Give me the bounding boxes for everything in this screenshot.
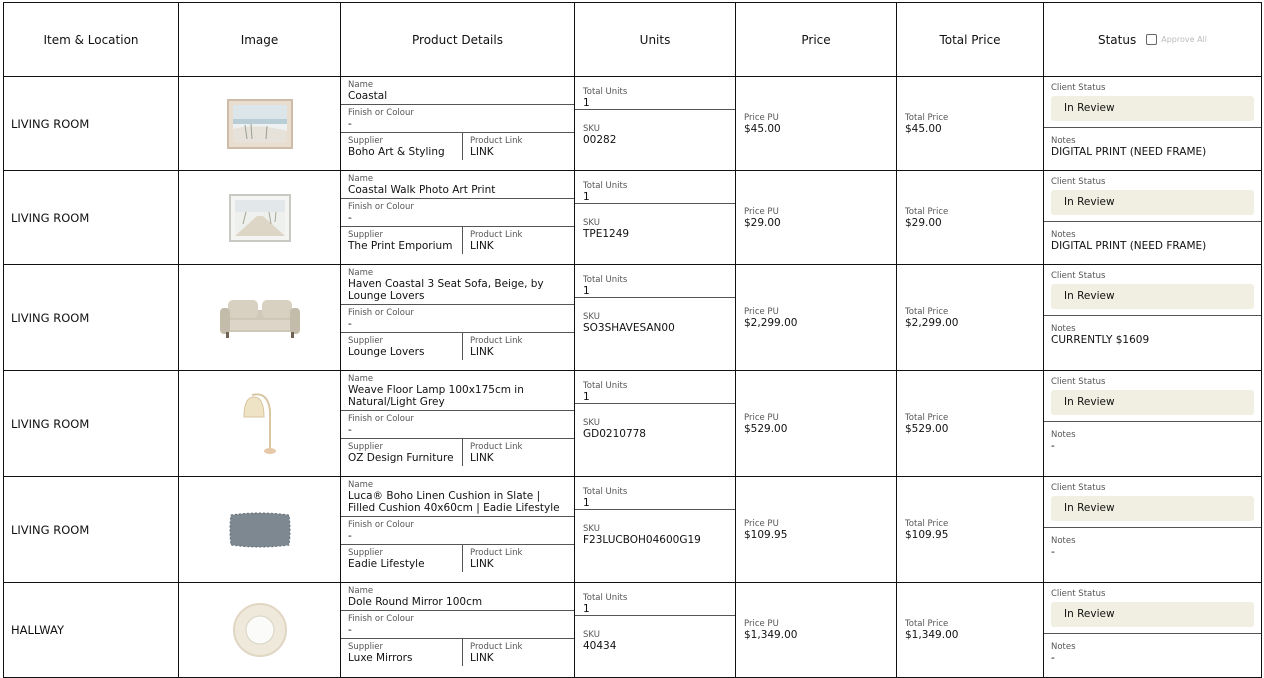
header-price: Price: [736, 3, 897, 77]
client-status-label: Client Status: [1051, 177, 1106, 187]
total-price-value: $529.00: [905, 422, 949, 435]
client-status-label: Client Status: [1051, 83, 1106, 93]
finish-value: -: [348, 424, 352, 436]
total-price-label: Total Price: [905, 306, 949, 317]
header-units: Units: [575, 3, 736, 77]
client-status-dropdown[interactable]: In Review: [1051, 284, 1254, 309]
client-status-label: Client Status: [1051, 483, 1106, 493]
header-total-price: Total Price: [897, 3, 1044, 77]
item-location: HALLWAY: [4, 583, 179, 678]
finish-value: -: [348, 624, 352, 636]
price-pu-label: Price PU: [744, 518, 779, 529]
finish-label: Finish or Colour: [348, 108, 414, 118]
header-row: [4, 3, 1262, 77]
supplier-label: Supplier: [348, 442, 384, 452]
sku-label: SKU: [583, 630, 600, 640]
sku-label: SKU: [583, 218, 600, 228]
table-row: [4, 77, 1262, 171]
finish-label: Finish or Colour: [348, 308, 414, 318]
header-status: [1044, 3, 1262, 77]
price-pu-value: $29.00: [744, 216, 781, 229]
sofa-image[interactable]: [210, 283, 310, 353]
product-link-label: Product Link: [470, 548, 523, 558]
coastal-walk-print-image[interactable]: [210, 183, 310, 253]
product-link[interactable]: LINK: [470, 146, 494, 158]
client-status-dropdown[interactable]: In Review: [1051, 96, 1254, 121]
supplier-label: Supplier: [348, 642, 384, 652]
price-pu-label: Price PU: [744, 619, 779, 629]
notes-value: -: [1051, 546, 1055, 558]
item-location: LIVING ROOM: [4, 371, 179, 477]
product-link[interactable]: LINK: [470, 558, 494, 570]
price-pu-value: $109.95: [744, 528, 788, 541]
header-image: Image: [179, 3, 341, 77]
notes-value: CURRENTLY $1609: [1051, 334, 1150, 346]
price-pu-value: $529.00: [744, 422, 788, 435]
total-price-value: $1,349.00: [905, 629, 959, 641]
product-link[interactable]: LINK: [470, 346, 494, 358]
sku-label: SKU: [583, 524, 600, 534]
total-units-value: 1: [583, 191, 590, 203]
total-units-value: 1: [583, 285, 590, 297]
product-name: Coastal Walk Photo Art Print: [348, 184, 496, 196]
total-units-label: Total Units: [583, 275, 628, 285]
product-name: Haven Coastal 3 Seat Sofa, Beige, by Lounge Lovers: [348, 278, 544, 302]
total-units-label: Total Units: [583, 593, 628, 603]
finish-value: -: [348, 530, 352, 542]
table-row: [4, 265, 1262, 371]
header-product-details: Product Details: [341, 3, 575, 77]
product-link[interactable]: LINK: [470, 652, 494, 664]
sku-value: SO3SHAVESAN00: [583, 322, 675, 334]
price-pu-label: Price PU: [744, 412, 779, 423]
table-row: [4, 171, 1262, 265]
sku-value: GD0210778: [583, 428, 646, 440]
notes-label: Notes: [1051, 642, 1076, 652]
price-pu-label: Price PU: [744, 112, 779, 123]
price-pu-label: Price PU: [744, 306, 779, 317]
notes-label: Notes: [1051, 324, 1076, 334]
sku-value: 40434: [583, 640, 617, 652]
total-price-label: Total Price: [905, 206, 949, 217]
price-pu-value: $45.00: [744, 122, 781, 135]
sku-value: TPE1249: [583, 228, 630, 240]
table-row: [4, 371, 1262, 477]
total-price-value: $45.00: [905, 122, 942, 135]
product-link[interactable]: LINK: [470, 452, 494, 464]
supplier-label: Supplier: [348, 136, 384, 146]
sku-label: SKU: [583, 124, 600, 134]
client-status-label: Client Status: [1051, 271, 1106, 281]
total-price-label: Total Price: [905, 112, 949, 123]
notes-value: DIGITAL PRINT (NEED FRAME): [1051, 146, 1207, 158]
sku-value: 00282: [583, 134, 617, 146]
total-units-value: 1: [583, 603, 590, 615]
name-label: Name: [348, 80, 374, 90]
supplier-value: Boho Art & Styling: [348, 146, 445, 158]
total-price-label: Total Price: [905, 619, 949, 629]
item-location: LIVING ROOM: [4, 171, 179, 265]
product-schedule-table: [3, 2, 1262, 678]
price-pu-value: $1,349.00: [744, 629, 798, 641]
finish-value: -: [348, 318, 352, 330]
notes-value: DIGITAL PRINT (NEED FRAME): [1051, 240, 1207, 252]
header-status-label: Status: [1097, 32, 1137, 47]
sku-value: F23LUCBOH04600G19: [583, 534, 701, 546]
total-price-value: $2,299.00: [905, 316, 959, 329]
total-units-label: Total Units: [583, 381, 628, 391]
client-status-label: Client Status: [1051, 377, 1106, 387]
client-status-dropdown[interactable]: In Review: [1051, 602, 1254, 627]
total-units-label: Total Units: [583, 487, 628, 497]
header-item-location: Item & Location: [4, 3, 179, 77]
product-link[interactable]: LINK: [470, 240, 494, 252]
notes-label: Notes: [1051, 536, 1076, 546]
total-price-value: $29.00: [905, 216, 942, 229]
table-row: [4, 583, 1262, 678]
product-link-label: Product Link: [470, 442, 523, 452]
round-mirror-image[interactable]: [210, 595, 310, 665]
supplier-label: Supplier: [348, 336, 384, 346]
client-status-dropdown[interactable]: In Review: [1051, 496, 1254, 521]
client-status-dropdown[interactable]: In Review: [1051, 190, 1254, 215]
coastal-print-image[interactable]: [210, 89, 310, 159]
name-label: Name: [348, 268, 374, 278]
item-location: LIVING ROOM: [4, 265, 179, 371]
floor-lamp-image[interactable]: [210, 389, 310, 459]
sku-label: SKU: [583, 312, 600, 322]
total-price-label: Total Price: [905, 412, 949, 423]
item-location: LIVING ROOM: [4, 477, 179, 583]
finish-value: -: [348, 118, 352, 130]
supplier-label: Supplier: [348, 548, 384, 558]
client-status-dropdown[interactable]: In Review: [1051, 390, 1254, 415]
supplier-value: Luxe Mirrors: [348, 652, 413, 664]
product-link-label: Product Link: [470, 230, 523, 240]
supplier-value: OZ Design Furniture: [348, 452, 454, 464]
total-units-value: 1: [583, 97, 590, 109]
supplier-value: Eadie Lifestyle: [348, 558, 425, 570]
product-link-label: Product Link: [470, 336, 523, 346]
total-units-label: Total Units: [583, 181, 628, 191]
total-units-value: 1: [583, 391, 590, 403]
finish-value: -: [348, 212, 352, 224]
product-link-label: Product Link: [470, 642, 523, 652]
price-pu-label: Price PU: [744, 206, 779, 217]
name-label: Name: [348, 586, 374, 596]
supplier-value: The Print Emporium: [348, 240, 453, 252]
approve-all-control[interactable]: [1146, 34, 1207, 45]
item-location: LIVING ROOM: [4, 77, 179, 171]
total-price-label: Total Price: [905, 518, 949, 529]
notes-label: Notes: [1051, 230, 1076, 240]
name-label: Name: [348, 374, 374, 384]
client-status-label: Client Status: [1051, 589, 1106, 599]
product-name: Dole Round Mirror 100cm: [348, 596, 483, 608]
notes-label: Notes: [1051, 136, 1076, 146]
finish-label: Finish or Colour: [348, 414, 414, 424]
sku-label: SKU: [583, 418, 600, 428]
approve-all-checkbox[interactable]: [1146, 34, 1157, 45]
table-row: [4, 477, 1262, 583]
product-name: Weave Floor Lamp 100x175cm in Natural/Light Grey: [348, 384, 524, 408]
total-price-value: $109.95: [905, 528, 949, 541]
cushion-image[interactable]: [210, 495, 310, 565]
finish-label: Finish or Colour: [348, 520, 414, 530]
supplier-label: Supplier: [348, 230, 384, 240]
notes-value: -: [1051, 652, 1055, 664]
supplier-value: Lounge Lovers: [348, 346, 425, 358]
product-name: Luca® Boho Linen Cushion in Slate | Filled Cushion 40x60cm | Eadie Lifestyle: [348, 490, 560, 514]
finish-label: Finish or Colour: [348, 614, 414, 624]
notes-label: Notes: [1051, 430, 1076, 440]
total-units-value: 1: [583, 497, 590, 509]
product-name: Coastal: [348, 90, 388, 102]
total-units-label: Total Units: [583, 87, 628, 97]
name-label: Name: [348, 174, 374, 184]
product-link-label: Product Link: [470, 136, 523, 146]
notes-value: -: [1051, 440, 1055, 452]
price-pu-value: $2,299.00: [744, 316, 798, 329]
name-label: Name: [348, 480, 374, 490]
approve-all-label: Approve All: [1161, 35, 1207, 44]
finish-label: Finish or Colour: [348, 202, 414, 212]
